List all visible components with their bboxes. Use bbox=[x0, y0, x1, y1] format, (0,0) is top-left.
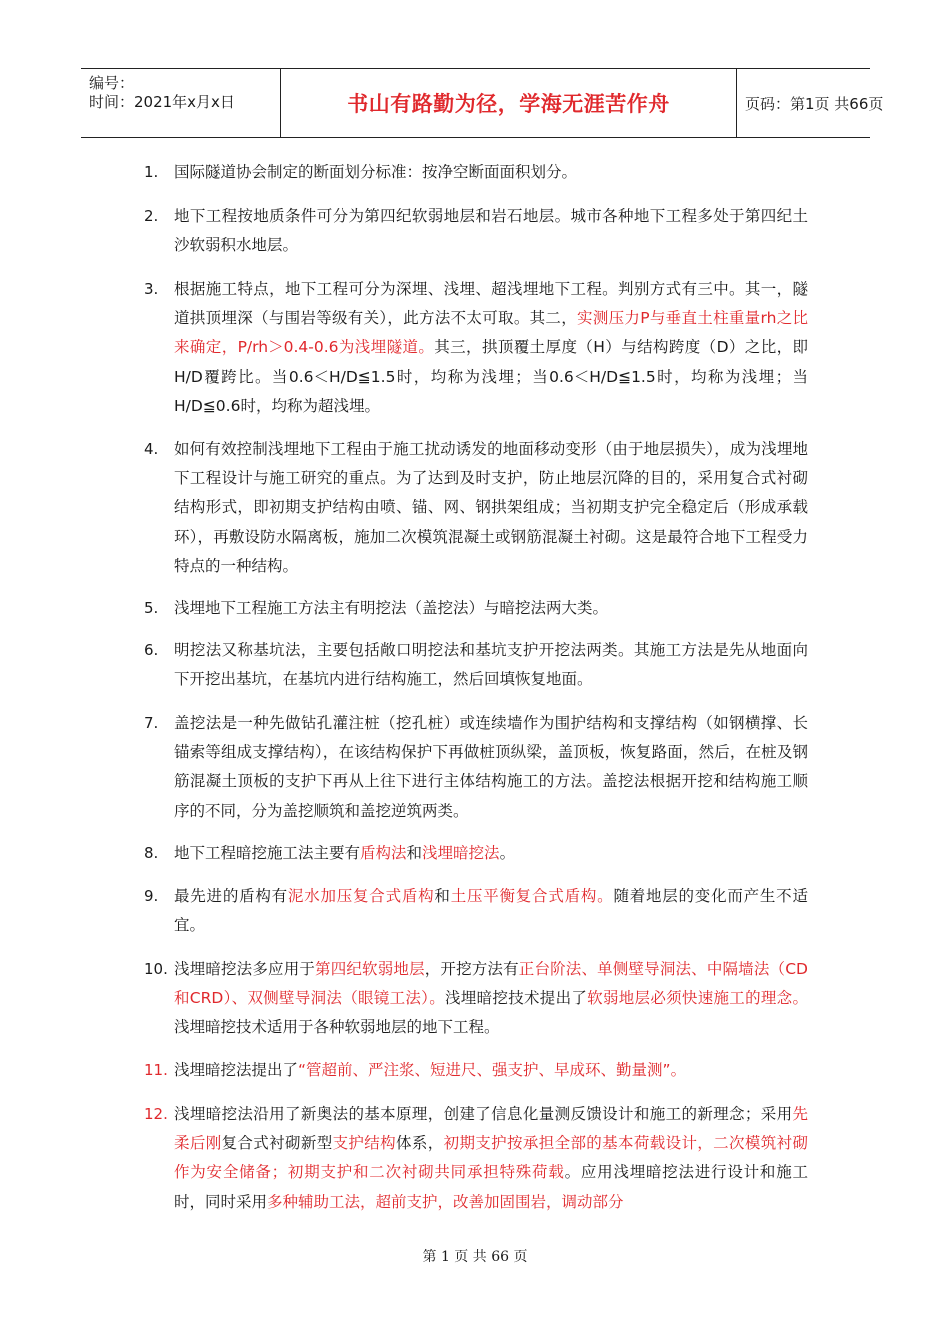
list-item-text bbox=[174, 435, 808, 581]
header-table bbox=[81, 68, 884, 138]
text-segment: 浅埋地下工程施工方法主有明挖法（盖挖法）与暗挖法两大类。 bbox=[174, 599, 609, 617]
list-item-number: 8. bbox=[144, 844, 159, 862]
list-item-number: 1. bbox=[144, 163, 159, 181]
text-segment: 明挖法又称基坑法，主要包括敞口明挖法和基坑支护开挖法两类。其施工方法是先从地面向下开挖出基坑，在基坑内进行结构施工，然后回填恢复地面。 bbox=[174, 641, 808, 689]
list-item-text bbox=[174, 955, 808, 1043]
highlighted-text: 软弱地层必须快速施工的理念。 bbox=[587, 989, 808, 1008]
highlighted-text: 盾构法 bbox=[360, 844, 407, 862]
text-segment: 浅埋暗挖法沿用了新奥法的基本原理，创建了信息化量测反馈设计和施工的新理念；采用 bbox=[174, 1105, 793, 1123]
text-segment: 国际隧道协会制定的断面划分标准：按净空断面面积划分。 bbox=[174, 163, 578, 181]
list-item-text bbox=[174, 1056, 808, 1085]
time-label: 时间：2021年x月x日 bbox=[89, 93, 235, 111]
list-item-text bbox=[174, 202, 808, 260]
text-segment: 浅埋暗挖技术提出了 bbox=[445, 989, 588, 1008]
text-segment: 和 bbox=[434, 887, 451, 905]
list-item-number: 3. bbox=[144, 280, 159, 298]
list-item-number: 2. bbox=[144, 207, 159, 225]
list-item-number: 10. bbox=[144, 960, 168, 978]
page-footer: 第 1 页 共 66 页 bbox=[422, 1249, 528, 1265]
list-item-number: 6. bbox=[144, 641, 159, 659]
text-segment: 盖挖法是一种先做钻孔灌注桩（挖孔桩）或连续墙作为围护结构和支撑结构（如钢横撑、长锚索等组成支撑结构），在该结构保护下再做桩顶纵梁，盖顶板，恢复路面，然后，在桩及钢筋混凝土顶板的支护下再从上往下进行主体结构施工的方法。盖挖法根据开挖和结构施工顺序的不同，分为盖挖顺筑和盖挖逆筑两类。 bbox=[174, 714, 808, 820]
text-segment: 复合式衬砌新型 bbox=[221, 1134, 333, 1153]
highlighted-text: 初期支护按承担全部的基本荷载设计，二次模筑衬砌作为安全储备；初期支护和二次衬砌共同承担特殊荷载 bbox=[174, 1134, 808, 1182]
text-segment: 地下工程暗挖施工法主要有 bbox=[174, 844, 361, 862]
highlighted-text: 实测压力P与垂直土柱重量rh之比来确定，P/rh＞0.4-0.6为浅埋隧道。 bbox=[174, 309, 808, 357]
highlighted-text: 浅埋暗挖法 bbox=[422, 844, 500, 862]
list-item-text bbox=[174, 594, 808, 623]
highlighted-text: 土压平衡复合式盾构。 bbox=[450, 887, 614, 905]
number-label: 编号： bbox=[89, 74, 135, 92]
motto: 书山有路勤为径，学海无涯苦作舟 bbox=[347, 92, 670, 116]
text-segment: ，开挖方法有 bbox=[424, 960, 519, 978]
list-item-number: 4. bbox=[144, 440, 159, 458]
text-segment: 浅埋暗挖法多应用于 bbox=[174, 960, 316, 978]
list-item-text bbox=[174, 882, 808, 940]
header-page-cell bbox=[737, 69, 884, 137]
highlighted-text: 正台阶法、单侧壁导洞法、中隔墙法（CD和CRD）、双侧壁导洞法（眼镜工法）。 bbox=[174, 960, 808, 1008]
text-segment: 浅埋暗挖法提出了 bbox=[174, 1061, 299, 1079]
highlighted-text: 先柔后刚 bbox=[174, 1105, 808, 1153]
page-info: 页码：第1页 共66页 bbox=[745, 94, 884, 113]
list-item-number: 7. bbox=[144, 714, 159, 732]
text-segment: 如何有效控制浅埋地下工程由于施工扰动诱发的地面移动变形（由于地层损失），成为浅埋地下工程设计与施工研究的重点。为了达到及时支护，防止地层沉降的目的，采用复合式衬砌结构形式，即初期支护结构由喷、锚、网、钢拱架组成；当初期支护完全稳定后（形成承载环），再敷设防水隔离板，施加二次模筑混凝土或钢筋混凝土衬砌。这是最符合地下工程受力特点的一种结构。 bbox=[174, 440, 808, 575]
list-item-text bbox=[174, 709, 808, 826]
text-segment: 其三，拱顶覆土厚度（H）与结构跨度（D）之比，即H/D覆跨比。当0.6＜H/D≦1.5时，均称为浅埋；当0.6＜H/D≦1.5时，均称为浅埋；当H/D≦0.6时，均称为超浅埋。 bbox=[174, 338, 809, 415]
text-segment: 。应用浅埋暗挖法进行设计和施工时，同时采用 bbox=[174, 1163, 808, 1211]
highlighted-text: 多种辅助工法，超前支护，改善加固围岩，调动部分 bbox=[267, 1192, 624, 1211]
text-segment: 体系， bbox=[396, 1134, 444, 1153]
list-item-number: 9. bbox=[144, 887, 159, 905]
highlighted-text: “管超前、严注浆、短进尺、强支护、早成环、勤量测”。 bbox=[298, 1061, 687, 1079]
text-segment: 最先进的盾构有 bbox=[174, 887, 288, 905]
highlighted-text: 第四纪软弱地层 bbox=[315, 960, 425, 978]
list-item-number: 11. bbox=[144, 1061, 168, 1079]
text-segment: 浅埋暗挖技术适用于各种软弱地层的地下工程。 bbox=[174, 1018, 500, 1037]
text-segment: 和 bbox=[406, 844, 423, 862]
list-item-text bbox=[174, 275, 808, 421]
text-segment: 根据施工特点，地下工程可分为深埋、浅埋、超浅埋地下工程。判别方式有三中。其一，隧道拱顶埋深（与围岩等级有关），此方法不太可取。其二， bbox=[174, 280, 808, 328]
list-item-text bbox=[174, 1100, 808, 1217]
list-item-number: 5. bbox=[144, 599, 159, 617]
text-segment: 。 bbox=[499, 844, 516, 862]
list-item-text bbox=[174, 158, 808, 187]
list-item-text bbox=[174, 636, 808, 694]
header-info-cell bbox=[81, 69, 281, 137]
highlighted-text: 泥水加压复合式盾构 bbox=[287, 887, 435, 905]
text-segment: 随着地层的变化而产生不适宜。 bbox=[174, 887, 808, 935]
highlighted-text: 支护结构 bbox=[332, 1134, 397, 1153]
list-item-text bbox=[174, 839, 808, 868]
header-motto-cell bbox=[281, 69, 737, 137]
text-segment: 地下工程按地质条件可分为第四纪软弱地层和岩石地层。城市各种地下工程多处于第四纪土沙软弱积水地层。 bbox=[174, 207, 808, 255]
list-item-number: 12. bbox=[144, 1105, 168, 1123]
